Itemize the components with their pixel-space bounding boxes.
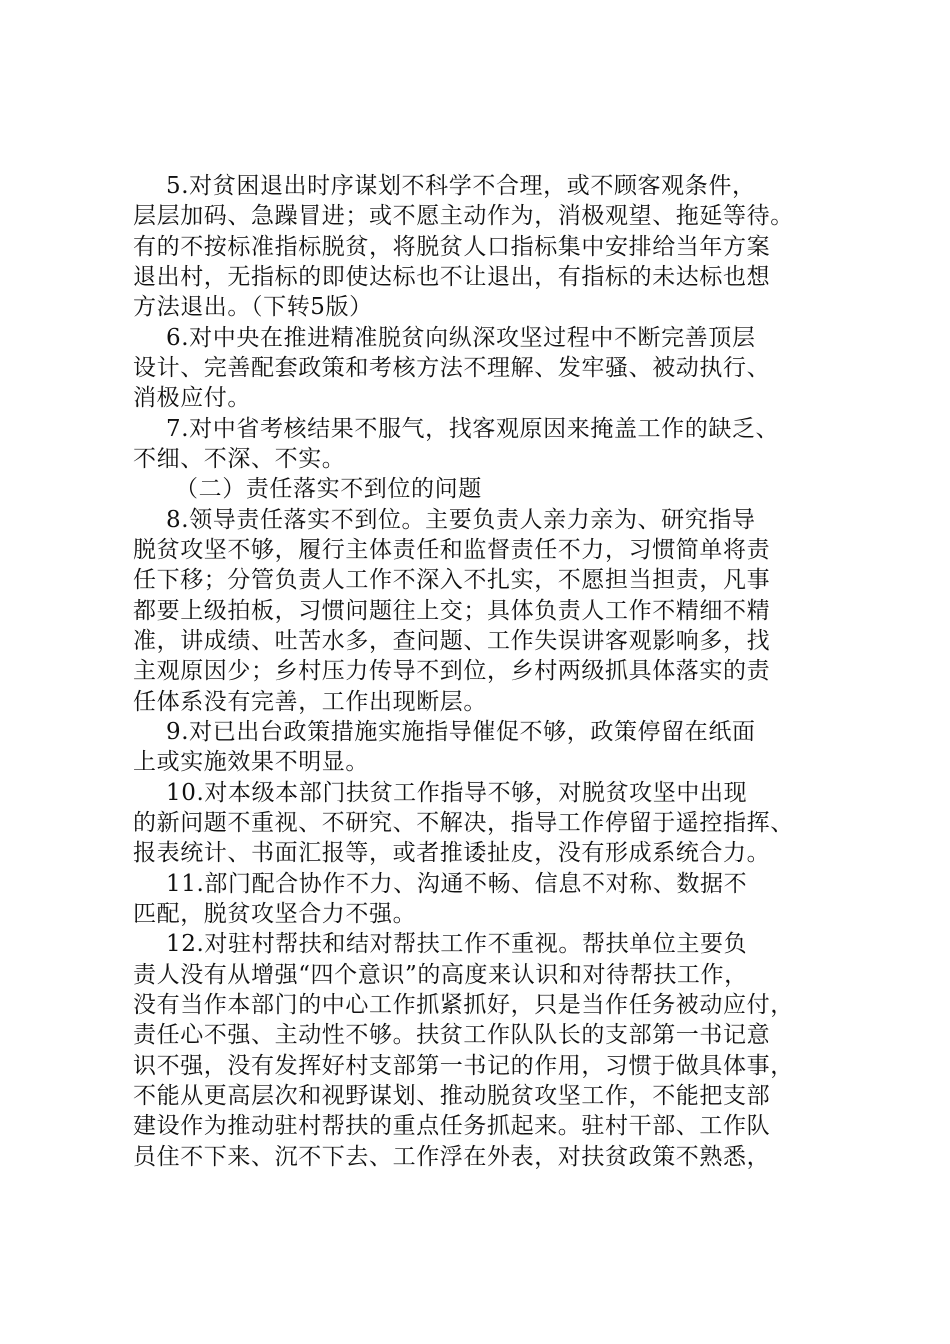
paragraph (133, 323, 833, 414)
text-line: 不细、不深、不实。 (133, 445, 346, 472)
text-line: 上或实施效果不明显。 (133, 749, 369, 776)
text-line: 识不强，没有发挥好村支部第一书记的作用，习惯于做具体事， (133, 1052, 794, 1079)
text-line: 员住不下来、沉不下去、工作浮在外表，对扶贫政策不熟悉， (133, 1143, 771, 1170)
text-line: 12.对驻村帮扶和结对帮扶工作不重视。帮扶单位主要负 (166, 931, 748, 958)
text-line: 任下移；分管负责人工作不深入不扎实，不愿担当担责，凡事 (133, 567, 771, 594)
text-line: 不能从更高层次和视野谋划、推动脱贫攻坚工作，不能把支部 (133, 1082, 771, 1109)
text-line: 都要上级拍板，习惯问题往上交；具体负责人工作不精细不精 (133, 597, 771, 624)
text-line: 责人没有从增强“四个意识”的高度来认识和对待帮扶工作， (133, 961, 748, 988)
text-line: 消极应付。 (133, 385, 251, 412)
paragraph (133, 414, 833, 475)
text-line: 脱贫攻坚不够，履行主体责任和监督责任不力，习惯简单将责 (133, 536, 771, 563)
text-line: 没有当作本部门的中心工作抓紧抓好，只是当作任务被动应付， (133, 991, 794, 1018)
text-line: 8.领导责任落实不到位。主要负责人亲力亲为、研究指导 (166, 506, 756, 533)
text-line: 11.部门配合协作不力、沟通不畅、信息不对称、数据不 (166, 870, 748, 897)
text-line: 责任心不强、主动性不够。扶贫工作队队长的支部第一书记意 (133, 1022, 771, 1049)
text-line: 6.对中央在推进精准脱贫向纵深攻坚过程中不断完善顶层 (166, 324, 756, 351)
paragraph (133, 717, 833, 778)
text-line: 方法退出。（下转5版） (133, 294, 373, 321)
text-line: 建设作为推动驻村帮扶的重点任务抓起来。驻村干部、工作队 (133, 1113, 771, 1140)
paragraph (133, 778, 833, 869)
paragraph (133, 505, 833, 717)
text-line: 层层加码、急躁冒进；或不愿主动作为，消极观望、拖延等待。 (133, 203, 794, 230)
text-line: 主观原因少；乡村压力传导不到位，乡村两级抓具体落实的责 (133, 658, 771, 685)
text-line: 5.对贫困退出时序谋划不科学不合理，或不顾客观条件， (166, 173, 756, 199)
paragraph (133, 869, 833, 930)
text-line: 任体系没有完善，工作出现断层。 (133, 688, 487, 715)
text-line: 有的不按标准指标脱贫，将脱贫人口指标集中安排给当年方案 (133, 233, 771, 260)
text-line: 匹配，脱贫攻坚合力不强。 (133, 900, 417, 927)
text-line: （二）责任落实不到位的问题 (175, 476, 482, 503)
text-line: 的新问题不重视、不研究、不解决，指导工作停留于遥控指挥、 (133, 809, 794, 836)
text-line: 10.对本级本部门扶贫工作指导不够，对脱贫攻坚中出现 (166, 779, 748, 806)
text-line: 退出村，无指标的即使达标也不让退出，有指标的未达标也想 (133, 263, 771, 290)
text-line: 9.对已出台政策措施实施指导催促不够，政策停留在纸面 (166, 718, 756, 745)
text-line: 7.对中省考核结果不服气，找客观原因来掩盖工作的缺乏、 (166, 415, 780, 442)
section-heading (133, 474, 833, 504)
paragraph (133, 929, 833, 1172)
text-line: 设计、完善配套政策和考核方法不理解、发牢骚、被动执行、 (133, 354, 771, 381)
document-body (133, 171, 833, 1172)
text-line: 报表统计、书面汇报等，或者推诿扯皮，没有形成系统合力。 (133, 840, 771, 867)
text-line: 准，讲成绩、吐苦水多，查问题、工作失误讲客观影响多，找 (133, 627, 771, 654)
paragraph (133, 171, 833, 323)
